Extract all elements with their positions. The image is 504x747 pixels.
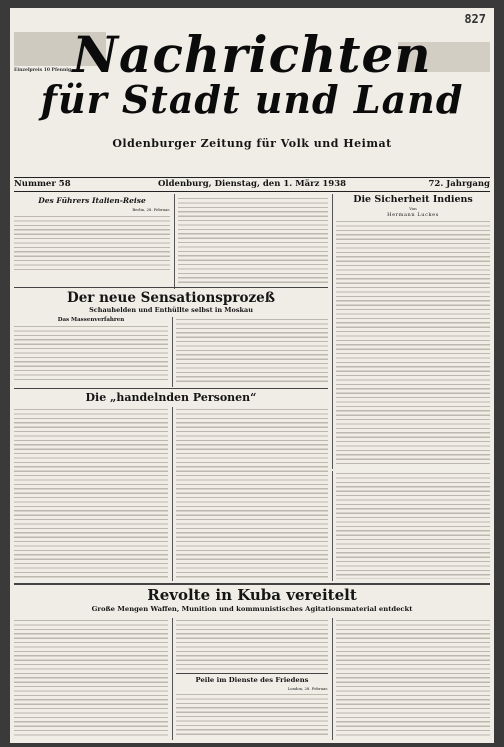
- dateline-italien: Berlin, 28. Februar.: [132, 207, 170, 212]
- masthead: [10, 25, 494, 122]
- column-rule: [172, 407, 173, 581]
- divider-line: [176, 673, 328, 674]
- ear-price: Einzelpreis 10 Pfennig: [14, 68, 72, 73]
- body-helden-left: [14, 407, 168, 579]
- column-rule: [332, 618, 333, 740]
- masthead-subtitle: Oldenburger Zeitung für Volk und Heimat: [112, 137, 392, 150]
- headline-helden: Die „handelnden Personen“: [85, 391, 257, 404]
- issue-number: Nummer 58: [14, 179, 71, 189]
- body-italien: [14, 214, 170, 272]
- article-sensation-left: [14, 317, 168, 385]
- column-rule: [172, 618, 173, 740]
- dateline-bar: [14, 179, 490, 192]
- headline-kuba: Revolte in Kuba vereitelt: [147, 586, 357, 604]
- body-helden-right: [176, 407, 328, 579]
- author-prefix-indien: Von: [409, 206, 417, 211]
- subline-kuba: Große Mengen Waffen, Munition und kommunistisches Agitationsmaterial entdeckt: [91, 605, 413, 613]
- newspaper-page: [10, 8, 494, 743]
- body-sensation-right: [176, 317, 328, 385]
- body-sensation-left: [14, 324, 168, 382]
- headline-frieden: Peile im Dienste des Friedens: [195, 676, 309, 684]
- body-indien: [336, 219, 490, 464]
- article-italien: [14, 196, 170, 281]
- body-kuba-middle: [176, 618, 328, 670]
- divider-line: [14, 388, 328, 389]
- body-kuba-right: [336, 618, 490, 738]
- masthead-title-line-1: Nachrichten: [72, 25, 432, 84]
- archive-page-number: 827: [464, 12, 486, 26]
- divider-line: [14, 287, 328, 288]
- column-rule: [332, 471, 333, 581]
- article-indien: [336, 194, 490, 469]
- article-continued-text: [178, 196, 328, 284]
- body-frieden: [176, 692, 328, 738]
- masthead-title-line-2: für Stadt und Land: [40, 77, 464, 122]
- headline-sensation: Der neue Sensationsprozeß: [67, 290, 275, 306]
- body-kuba-left: [14, 618, 168, 738]
- dateline-frieden: London, 28. Februar.: [287, 686, 328, 691]
- subline-sensation: Schauhelden und Enthüllte selbst in Moskau: [89, 306, 253, 314]
- kicker-sensation: Das Massenverfahren: [57, 317, 125, 323]
- imprint-block: [14, 152, 490, 178]
- issue-volume: 72. Jahrgang: [428, 179, 490, 189]
- body-indien-continued: [336, 471, 490, 579]
- headline-italien: Des Führers Italien-Reise: [38, 196, 146, 205]
- column-rule: [174, 194, 175, 289]
- headline-indien: Die Sicherheit Indiens: [353, 194, 473, 205]
- divider-line: [14, 583, 490, 585]
- column-rule: [172, 317, 173, 387]
- issue-place-date: Oldenburg, Dienstag, den 1. März 1938: [157, 179, 347, 189]
- column-rule: [332, 194, 333, 469]
- author-indien: Hermann Luckes: [387, 212, 439, 218]
